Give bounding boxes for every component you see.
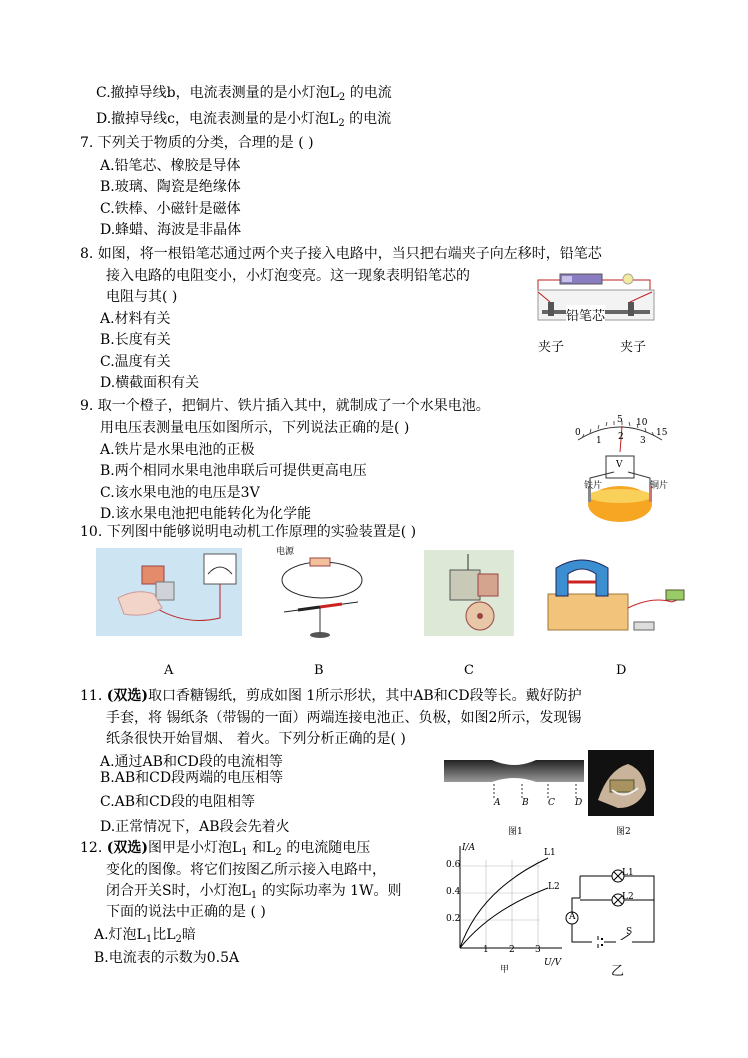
q9-meter-tick-10: 10 [636, 418, 648, 428]
q9-voltmeter-v: V [616, 460, 623, 470]
q8-option-a: A.材料有关 [100, 311, 171, 327]
q10-figure-a-induction [96, 548, 242, 636]
q10-b-power-label: 电源 [276, 547, 295, 557]
q12-jia-caption: 甲 [500, 965, 510, 975]
q12-option-a: A.灯泡$L_1$比$L_2$暗 [94, 927, 196, 945]
q12-axis-u: U/V [544, 958, 562, 968]
q9-stem-line2: 用电压表测量电压如图所示，下列说法正确的是( ) [100, 420, 410, 436]
q6-option-c: C.撤掉导线b，电流表测量的是小灯泡$L_2$ 的电流 [96, 85, 392, 103]
q9-iron-label: 铁片 [584, 481, 603, 491]
q11-point-a: A [494, 798, 501, 808]
q12-ammeter-a: A [569, 912, 576, 922]
q7-option-d: D.蜂蜡、海波是非晶体 [100, 222, 242, 238]
q12-option-b: B.电流表的示数为0.5A [94, 950, 240, 966]
q11-point-c: C [548, 798, 555, 808]
q10-label-b: B [314, 663, 324, 678]
q8-stem-line2: 接入电路的电阻变小，小灯泡变亮。这一现象表明铅笔芯的 [106, 268, 470, 284]
q9-option-a: A.铁片是水果电池的正极 [100, 442, 255, 458]
q11-fig1-caption: 图1 [508, 827, 523, 837]
q10-label-d: D [616, 663, 627, 678]
q12-circuit-l2: L2 [622, 892, 634, 902]
q8-clip-left-label: 夹子 [538, 340, 565, 355]
q11-tinfoil-figure-2 [588, 750, 654, 816]
q11-stem-line1: 11. (双选)取口香糖锡纸，剪成如图 1所示形状，其中AB和CD段等长。戴好防护 [80, 688, 582, 704]
q10-figure-b-oersted [268, 542, 370, 642]
q8-stem-line1: 8. 如图，将一根铅笔芯通过两个夹子接入电路中，当只把右端夹子向左移时，铅笔芯 [80, 246, 602, 262]
q10-stem: 10. 下列图中能够说明电动机工作原理的实验装置是( ) [80, 524, 417, 540]
q9-copper-label: 铜片 [650, 481, 669, 491]
q9-stem-line1: 9. 取一个橙子，把铜片、铁片插入其中，就制成了一个水果电池。 [80, 398, 490, 414]
q8-option-b: B.长度有关 [100, 332, 171, 348]
q12-xtick-1: 1 [483, 945, 489, 955]
q11-fig2-caption: 图2 [616, 827, 631, 837]
q12-circuit-l1: L1 [622, 868, 634, 878]
q9-meter-tick-1: 1 [596, 436, 602, 446]
q8-option-d: D.横截面积有关 [100, 375, 200, 391]
q9-option-b: B.两个相同水果电池串联后可提供更高电压 [100, 463, 367, 479]
q12-stem-line2: 变化的图像。将它们按图乙所示接入电路中， [106, 862, 386, 878]
q12-ytick-06: 0.6 [446, 860, 461, 870]
q11-option-a: A.通过AB和CD段的电流相等 [100, 754, 283, 770]
q12-stem-line1: 12. (双选)图甲是小灯泡$L_1$ 和$L_2$ 的电流随电压 [80, 840, 371, 858]
q8-clip-right-label: 夹子 [620, 340, 647, 355]
q12-xtick-3: 3 [535, 945, 541, 955]
q9-meter-tick-3: 3 [640, 436, 646, 446]
q11-option-d: D.正常情况下，AB段会先着火 [100, 819, 290, 835]
q12-ytick-04: 0.4 [446, 887, 461, 897]
q11-stem-line2: 手套，将 锡纸条（带锡的一面）两端连接电池正、负极，如图2所示，发现锡 [106, 710, 582, 726]
q11-stem-line3: 纸条很快开始冒烟、 着火。下列分析正确的是( ) [106, 731, 406, 747]
q7-option-c: C.铁棒、小磁针是磁体 [100, 201, 241, 217]
q7-option-b: B.玻璃、陶瓷是绝缘体 [100, 179, 241, 195]
q7-stem: 7. 下列关于物质的分类，合理的是 ( ) [80, 135, 314, 151]
q12-curve-l2: L2 [548, 882, 560, 892]
q12-circuit-yi [562, 864, 662, 950]
q12-stem-line3: 闭合开关S时，小灯泡$L_1$ 的实际功率为 1W。则 [106, 883, 402, 901]
q9-meter-tick-15: 15 [656, 428, 668, 438]
q11-tinfoil-figure-1 [444, 754, 586, 814]
q11-point-d: D [575, 798, 583, 808]
q10-figure-c-generator [424, 550, 514, 636]
q12-xtick-2: 2 [509, 945, 515, 955]
q12-yi-caption: 乙 [611, 964, 625, 979]
q10-figure-d-motor [542, 552, 692, 638]
q10-label-c: C [464, 663, 474, 678]
q8-pencil-label: 铅笔芯 [566, 305, 605, 324]
q9-option-d: D.该水果电池把电能转化为化学能 [100, 506, 312, 522]
q8-stem-line3: 电阻与其( ) [106, 289, 178, 305]
q6-option-d: D.撤掉导线c，电流表测量的是小灯泡$L_2$ 的电流 [96, 111, 392, 129]
q10-label-a: A [164, 663, 174, 678]
q9-meter-tick-5: 5 [617, 415, 623, 425]
q12-axis-i: I/A [462, 843, 476, 853]
q12-stem-line4: 下面的说法中正确的是 ( ) [106, 904, 266, 920]
q11-option-b: B.AB和CD段两端的电压相等 [100, 770, 284, 786]
q9-meter-tick-0: 0 [575, 428, 581, 438]
q11-point-b: B [522, 798, 529, 808]
q11-option-c: C.AB和CD段的电阻相等 [100, 794, 255, 810]
q12-curve-l1: L1 [544, 848, 556, 858]
q9-option-c: C.该水果电池的电压是3V [100, 485, 260, 501]
q12-ytick-02: 0.2 [446, 914, 461, 924]
q8-option-c: C.温度有关 [100, 354, 171, 370]
q7-option-a: A.铅笔芯、橡胶是导体 [100, 158, 241, 174]
q12-switch-s: S [626, 927, 633, 937]
q9-meter-tick-2: 2 [618, 432, 624, 442]
